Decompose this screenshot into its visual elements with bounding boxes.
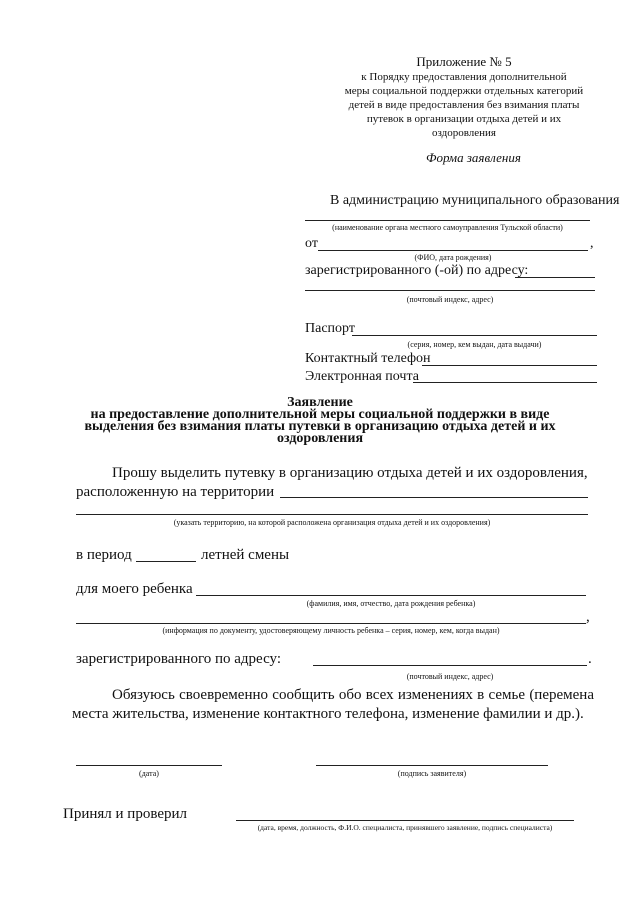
registered-label: зарегистрированного (-ой) по адресу: <box>305 263 529 278</box>
territory-line-2[interactable] <box>76 514 588 515</box>
accepted-line[interactable] <box>236 820 574 821</box>
accepted-note: (дата, время, должность, Ф.И.О. специалиста, принявшего заявление, подпись специалиста) <box>257 823 553 832</box>
passport-label: Паспорт <box>305 321 355 336</box>
child-address-dot: . <box>588 651 592 667</box>
date-note: (дата) <box>139 769 159 778</box>
obligation-paragraph: Обязуюсь своевременно сообщить обо всех изменениях в семье (перемена места жительства, изменение контактного телефона, изменение фамилии и др.). <box>72 687 594 722</box>
territory-line-1[interactable] <box>280 497 588 498</box>
period-prefix: в период <box>76 547 132 563</box>
fio-line[interactable] <box>318 250 588 251</box>
date-line[interactable] <box>76 765 222 766</box>
child-doc-line[interactable] <box>76 623 586 624</box>
from-label: от <box>305 236 318 251</box>
request-line-2: расположенную на территории <box>76 484 275 500</box>
appendix-line-1: к Порядку предоставления дополнительной <box>361 71 567 83</box>
signature-line[interactable] <box>316 765 548 766</box>
email-line[interactable] <box>413 382 597 383</box>
appendix <box>330 54 598 140</box>
address-line[interactable] <box>305 290 595 291</box>
fio-note: (ФИО, дата рождения) <box>414 253 492 262</box>
document-title <box>60 397 580 445</box>
title-heading: Заявление <box>287 395 353 410</box>
signature-note: (подпись заявителя) <box>397 769 467 778</box>
child-line[interactable] <box>196 595 586 596</box>
child-address-line[interactable] <box>313 665 587 666</box>
appendix-title: Приложение № 5 <box>416 54 512 69</box>
form-label: Форма заявления <box>426 150 521 165</box>
child-doc-note: (информация по документу, удостоверяющему личность ребенка – серия, номер, кем, когда выдан) <box>162 626 500 635</box>
accepted-label: Принял и проверил <box>63 806 187 822</box>
appendix-line-5: оздоровления <box>432 127 496 139</box>
registered-line[interactable] <box>515 277 595 278</box>
period-suffix: летней смены <box>201 547 290 563</box>
title-line-2: выделения без взимания платы путевки в организацию отдыха детей и их <box>84 419 556 434</box>
from-comma: , <box>590 236 594 251</box>
org-name-note: (наименование органа местного самоуправления Тульской области) <box>332 223 563 232</box>
territory-note: (указать территорию, на которой расположена организация отдыха детей и их оздоровления) <box>173 518 491 527</box>
child-registered-label: зарегистрированного по адресу: <box>76 651 281 667</box>
period-line[interactable] <box>136 561 196 562</box>
phone-line[interactable] <box>422 365 597 366</box>
child-address-note: (почтовый индекс, адрес) <box>406 672 494 681</box>
child-note: (фамилия, имя, отчество, дата рождения ребенка) <box>306 599 476 608</box>
appendix-line-2: меры социальной поддержки отдельных категорий <box>344 85 584 97</box>
child-label: для моего ребенка <box>76 581 193 597</box>
child-comma: , <box>586 609 590 625</box>
addressee-text: В администрацию муниципального образования <box>330 193 620 208</box>
title-line-1: на предоставление дополнительной меры социальной поддержки в виде <box>90 407 550 422</box>
title-line-3: оздоровления <box>276 431 364 446</box>
org-name-line[interactable] <box>305 220 590 221</box>
email-label: Электронная почта <box>305 369 419 384</box>
appendix-line-4: путевок в организации отдыха детей и их <box>366 113 562 125</box>
request-line-1: Прошу выделить путевку в организацию отдыха детей и их оздоровления, <box>112 465 588 481</box>
passport-line[interactable] <box>352 335 597 336</box>
phone-label: Контактный телефон <box>305 351 431 366</box>
appendix-line-3: детей в виде предоставления без взимания платы <box>348 99 580 111</box>
passport-note: (серия, номер, кем выдан, дата выдачи) <box>407 340 542 349</box>
address-note: (почтовый индекс, адрес) <box>406 295 494 304</box>
